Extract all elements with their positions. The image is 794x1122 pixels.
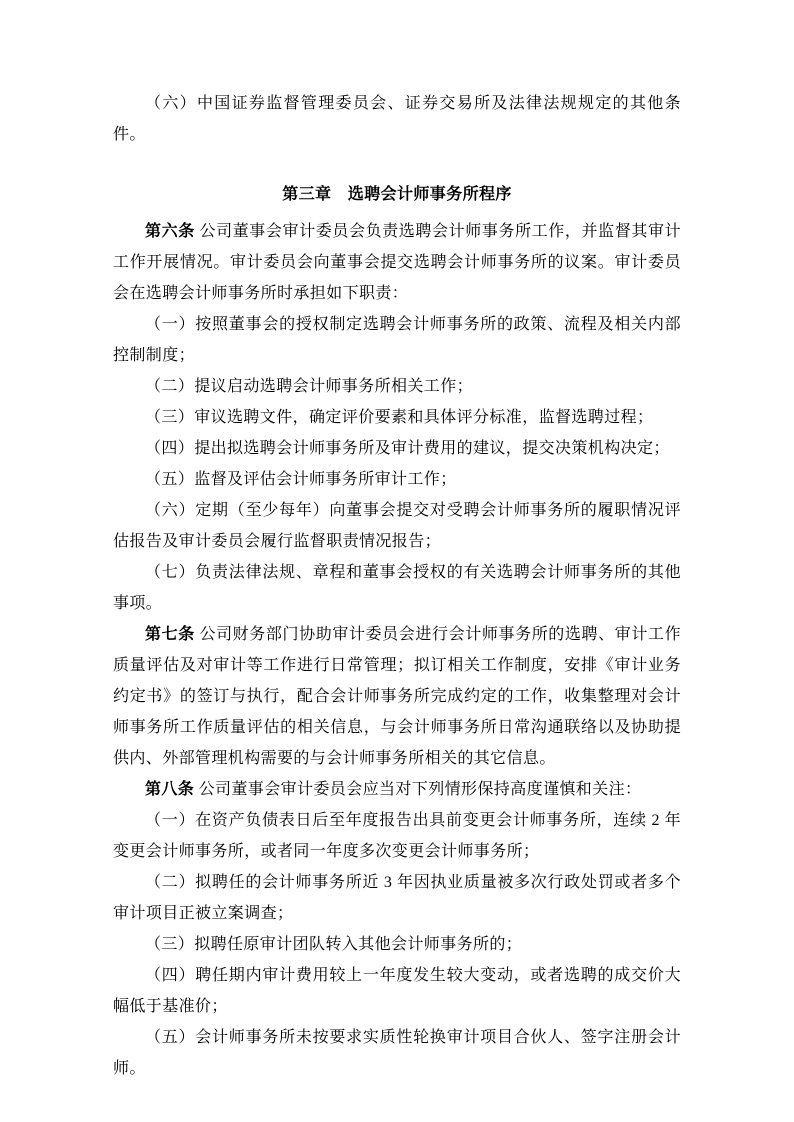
paragraph-text: （五）监督及评估会计师事务所审计工作； [145, 471, 457, 488]
article-8-item-2 [113, 867, 681, 929]
article-6-paragraph [113, 216, 681, 309]
paragraph-text: （二）拟聘任的会计师事务所近 3 年因执业质量被多次行政处罚或者多个审计项目正被立案调查； [113, 874, 681, 922]
article-6-item-5 [113, 464, 681, 495]
paragraph-text: （三）拟聘任原审计团队转入其他会计师事务所的； [145, 936, 523, 953]
paragraph-text: （六）定期（至少每年）向董事会提交对受聘会计师事务所的履职情况评估报告及审计委员会履行监督职责情况报告； [113, 502, 681, 550]
article-6-item-2 [113, 371, 681, 402]
heading-text: 第三章 选聘会计师事务所程序 [282, 186, 512, 203]
article-8-item-4 [113, 960, 681, 1022]
article-8-item-1 [113, 805, 681, 867]
article-7-number: 第七条 [145, 626, 195, 643]
article-7-paragraph [113, 619, 681, 774]
paragraph-text: 公司董事会审计委员会负责选聘会计师事务所工作，并监督其审计工作开展情况。审计委员会向董事会提交选聘会计师事务所的议案。审计委员会在选聘会计师事务所时承担如下职责： [113, 223, 681, 302]
article-6-item-7 [113, 557, 681, 619]
paragraph-text: （三）审议选聘文件，确定评价要素和具体评分标准，监督选聘过程； [145, 409, 654, 426]
article-6-item-6 [113, 495, 681, 557]
paragraph-text: （五）会计师事务所未按要求实质性轮换审计项目合伙人、签字注册会计师。 [113, 1029, 681, 1077]
paragraph-text: （四）提出拟选聘会计师事务所及审计费用的建议，提交决策机构决定； [145, 440, 670, 457]
article-8-item-5 [113, 1022, 681, 1084]
article-8-paragraph [113, 774, 681, 805]
article-6-item-4 [113, 433, 681, 464]
paragraph-text: （一）在资产负债表日后至年度报告出具前变更会计师事务所，连续 2 年变更会计师事务所，或者同一年度多次变更会计师事务所； [113, 812, 681, 860]
chapter-3-heading [113, 179, 681, 210]
article-8-item-3 [113, 929, 681, 960]
article-6-number: 第六条 [145, 223, 195, 240]
paragraph-text: 公司董事会审计委员会应当对下列情形保持高度谨慎和关注： [194, 781, 642, 798]
paragraph-text: （七）负责法律法规、章程和董事会授权的有关选聘会计师事务所的其他事项。 [113, 564, 681, 612]
clause-6-other-conditions [113, 88, 681, 150]
paragraph-text: （四）聘任期内审计费用较上一年度发生较大变动，或者选聘的成交价大幅低于基准价； [113, 967, 681, 1015]
paragraph-text: （一）按照董事会的授权制定选聘会计师事务所的政策、流程及相关内部控制制度； [113, 316, 681, 364]
article-6-item-3 [113, 402, 681, 433]
paragraph-text: （六）中国证券监督管理委员会、证券交易所及法律法规规定的其他条件。 [113, 95, 681, 143]
paragraph-text: 公司财务部门协助审计委员会进行会计师事务所的选聘、审计工作质量评估及对审计等工作进行日常管理；拟订相关工作制度，安排《审计业务约定书》的签订与执行，配合会计师事务所完成约定的工作，收集整理对会计师事务所工作质量评估的相关信息，与会计师事务所日常沟通联络以及协助提供内、外部管理机构需要的与会计师事务所相关的其它信息。 [113, 626, 681, 767]
article-6-item-1 [113, 309, 681, 371]
article-8-number: 第八条 [145, 781, 195, 798]
paragraph-text: （二）提议启动选聘会计师事务所相关工作； [145, 378, 474, 395]
